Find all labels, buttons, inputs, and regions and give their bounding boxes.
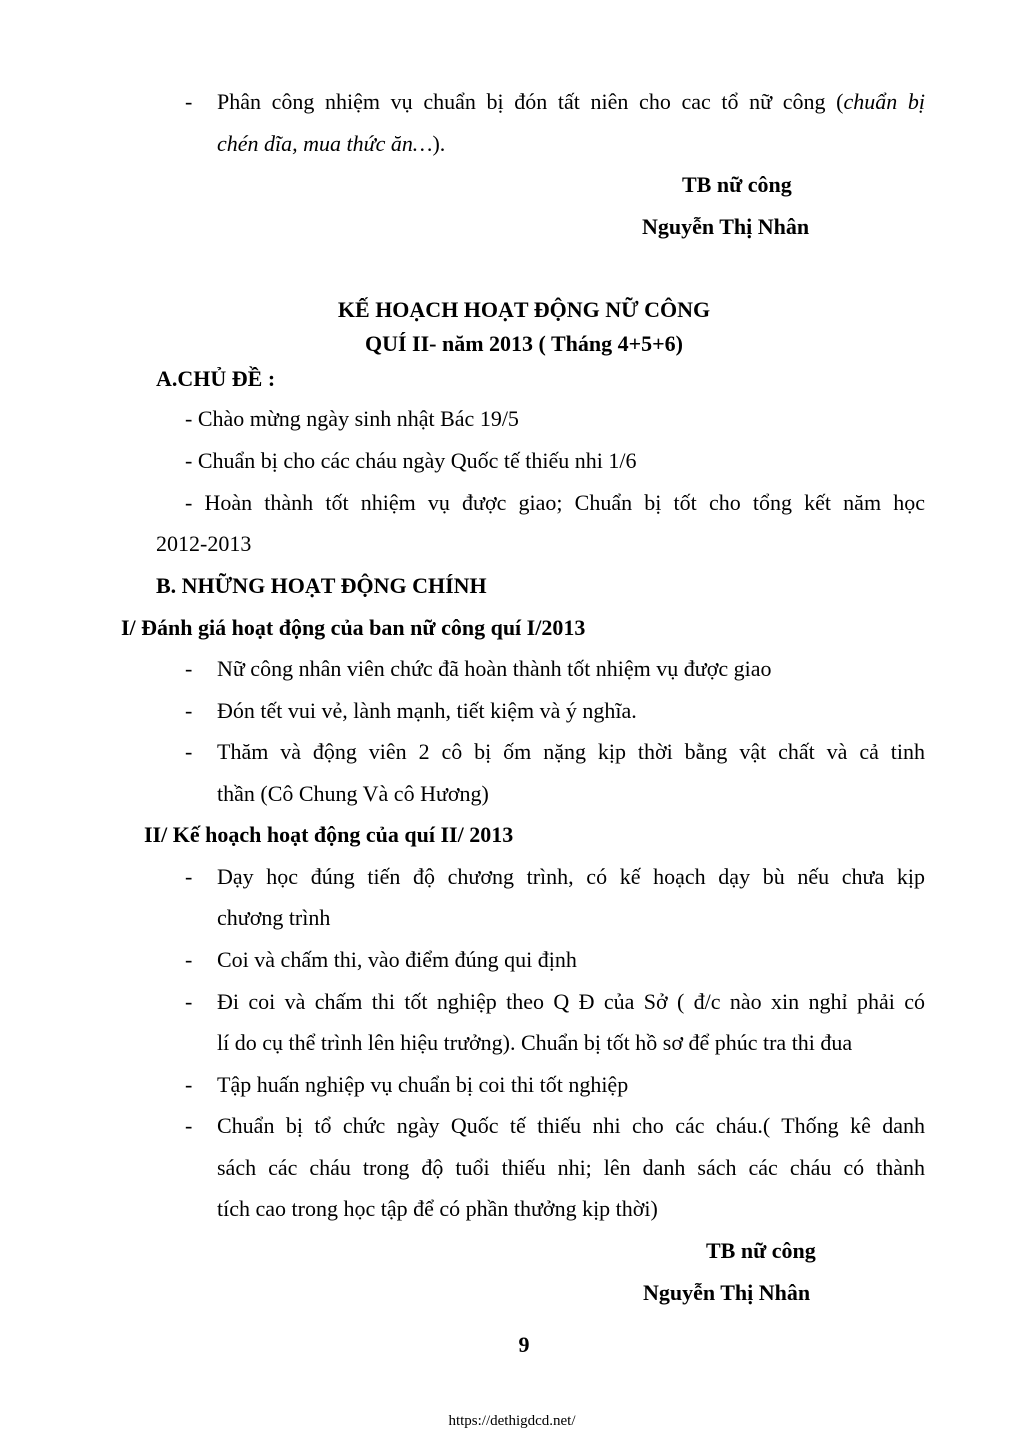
signature-title-bottom: TB nữ công (706, 1238, 816, 1263)
part-2-item: Đi coi và chấm thi tốt nghiệp theo Q Đ của Sở ( đ/c nào xin nghỉ phải có (217, 989, 925, 1014)
part-1-item: Nữ công nhân viên chức đã hoàn thành tốt nhiệm vụ được giao (217, 656, 772, 681)
part-2-item-continued: lí do cụ thể trình lên hiệu trưởng). Chuẩn bị tốt hồ sơ để phúc tra thi đua (217, 1030, 853, 1055)
section-a-title: A.CHỦ ĐỀ : (156, 366, 276, 391)
section-a-item: - Hoàn thành tốt nhiệm vụ được giao; Chuẩn bị tốt cho tổng kết năm học (185, 490, 925, 515)
bullet-dash: - (185, 1113, 193, 1138)
part-2-item-continued: tích cao trong học tập để có phần thưởng kịp thời) (217, 1196, 658, 1221)
section-a-item: - Chuẩn bị cho các cháu ngày Quốc tế thiếu nhi 1/6 (185, 448, 637, 473)
top-bullet-italic-2: chén dĩa, mua thức ăn… (217, 131, 433, 156)
top-bullet-text: Phân công nhiệm vụ chuẩn bị đón tất niên cho cac tổ nữ công ( (217, 89, 844, 114)
part-1-item-continued: thần (Cô Chung Và cô Hương) (217, 781, 489, 806)
page-subtitle: QUÍ II- năm 2013 ( Tháng 4+5+6) (364, 331, 684, 356)
signature-name-bottom: Nguyễn Thị Nhân (643, 1280, 811, 1305)
part-2-item-continued: sách các cháu trong độ tuổi thiếu nhi; lên danh sách các cháu có thành (217, 1155, 925, 1180)
top-bullet-line-1 (217, 89, 925, 115)
part-1-item: Đón tết vui vẻ, lành mạnh, tiết kiệm và ý nghĩa. (217, 698, 637, 723)
part-2-item: Chuẩn bị tổ chức ngày Quốc tế thiếu nhi cho các cháu.( Thống kê danh (217, 1113, 925, 1138)
signature-name-top: Nguyễn Thị Nhân (642, 214, 810, 239)
part-2-title: II/ Kế hoạch hoạt động của quí II/ 2013 (144, 822, 514, 847)
bullet-dash: - (185, 1072, 193, 1097)
part-2-item-continued: chương trình (217, 905, 331, 930)
top-bullet-italic: chuẩn bị (843, 89, 925, 114)
bullet-dash: - (185, 739, 193, 764)
signature-title-top: TB nữ công (682, 172, 792, 197)
bullet-dash: - (185, 864, 193, 889)
top-bullet-line-2 (217, 131, 445, 157)
part-2-item: Coi và chấm thi, vào điểm đúng qui định (217, 947, 577, 972)
page-number: 9 (518, 1332, 530, 1357)
part-2-item: Tập huấn nghiệp vụ chuẩn bị coi thi tốt nghiệp (217, 1072, 629, 1097)
section-a-item-continued: 2012-2013 (156, 531, 252, 556)
footer-url: https://dethigdcd.net/ (448, 1413, 576, 1429)
page-title: KẾ HOẠCH HOẠT ĐỘNG NỮ CÔNG (337, 297, 711, 322)
bullet-dash: - (185, 698, 193, 723)
bullet-dash: - (185, 947, 193, 972)
bullet-dash: - (185, 656, 193, 681)
section-a-item: - Chào mừng ngày sinh nhật Bác 19/5 (185, 406, 519, 431)
bullet-dash: - (185, 89, 193, 114)
part-2-item: Dạy học đúng tiến độ chương trình, có kế hoạch dạy bù nếu chưa kịp (217, 864, 925, 889)
part-1-title: I/ Đánh giá hoạt động của ban nữ công quí I/2013 (121, 615, 586, 640)
bullet-dash: - (185, 989, 193, 1014)
top-bullet-end: ). (432, 131, 446, 156)
part-1-item: Thăm và động viên 2 cô bị ốm nặng kịp thời bằng vật chất và cả tinh (217, 739, 925, 764)
section-b-title: B. NHỮNG HOẠT ĐỘNG CHÍNH (156, 573, 487, 598)
